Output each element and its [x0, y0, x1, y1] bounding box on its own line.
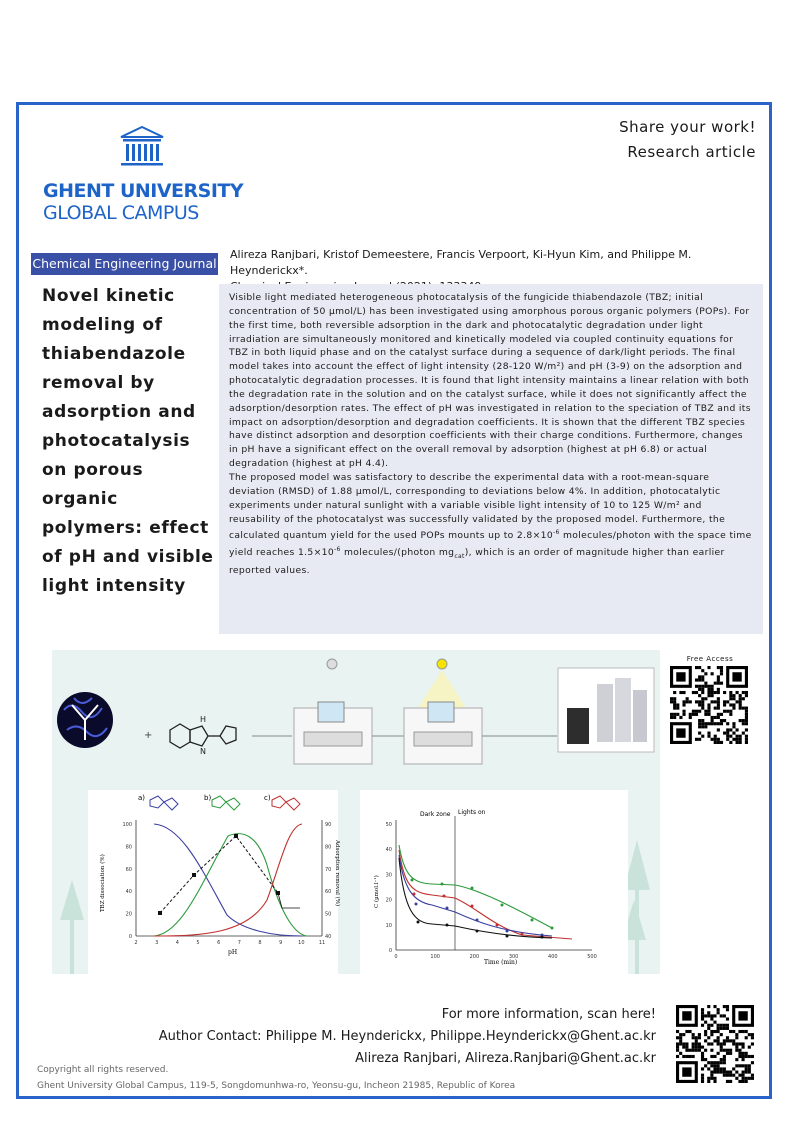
left-y2-tick: 80 — [325, 844, 332, 851]
author-names: Alireza Ranjbari, Kristof Demeestere, Francis Verpoort, Ki-Hyun Kim, and Philippe M. Heynderickx*. — [230, 248, 692, 277]
right-x-tick: 400 — [548, 954, 558, 960]
abstract-paragraph-1: Visible light mediated heterogeneous photocatalysis of the fungicide thiabendazole (TBZ; initial concentration of 50 µmol/L) has been investigated using amorphous porous organic polymers (POPs). For the first time, both reversible adsorption in the dark and photocatalytic degradation under light irradiation are simultaneously monitored and kinetically modeled via coupled continuity equations for TBZ in both liquid phase and on the catalyst surface during a sequence of dark/light periods. The final model takes into account the effect of light intensity (28-120 W/m²) and pH (3-9) on the adsorption and photocatalytic degradation processes. It is found that light intensity maintains a linear relation with both the degradation rate in the solution and on the catalyst surface, while it does not significantly affect the adsorption/desorption rates. The effect of pH was investigated in relation to the speciation of TBZ and its impact on adsorption/desorption and degradation coefficients. It is shown that the different TBZ species have distinct adsorption and desorption coefficients with their charge conditions. Furthermore, changes in pH have a significant effect on the overall removal by adsorption (highest at pH 6.8) or actual degradation (highest at pH 4.4). — [229, 292, 751, 470]
left-x-tick: 7 — [237, 940, 241, 946]
abstract-paragraph-2: The proposed model was satisfactory to describe the experimental data with a root-mean-square deviation (RMSD) of 1.88 µmol/L, corresponding to deviations below 4%. In addition, photocatalytic experiments under natural sunlight with a variable visible light intensity of 10 to 125 W/m² and reusability of the photocatalyst was successfully validated by the proposed model. Furthermore, the calculated quantum yield for the used POPs mounts up to $2.8\times 10^{-6}$ molecules/photon with the space time yield reaches $1.5\times 10^{-6}$ molecules/(photon $mg_{cat}$), which is an order of magnitude higher than earlier reported values. — [229, 471, 752, 576]
left-x-tick: 3 — [155, 940, 159, 946]
svg-text:H: H — [200, 715, 207, 724]
right-x-tick: 0 — [394, 954, 398, 960]
left-y-tick: 80 — [125, 844, 132, 851]
right-y-tick: 0 — [388, 948, 392, 954]
left-x-tick: 8 — [258, 940, 262, 946]
tbz-molecule-icon — [170, 724, 236, 748]
graphical-abstract — [52, 650, 660, 974]
article-title: Novel kinetic modeling of thiabendazole removal by adsorption and photocatalysis on porous organic polymers: effect of pH and visible light intensity — [42, 286, 214, 596]
panel-c-label: c) — [264, 794, 271, 802]
ph-speciation-chart — [88, 790, 341, 974]
left-x-tick: 5 — [196, 940, 200, 946]
university-logo-icon — [42, 125, 242, 175]
left-y2-tick: 50 — [325, 911, 332, 918]
right-y-axis-label: C (µmol.l⁻¹) — [374, 875, 380, 908]
right-x-tick: 100 — [430, 954, 440, 960]
left-x-axis-label: pH — [228, 949, 238, 956]
qr-free-access[interactable] — [670, 655, 750, 744]
share-text: Share your work! — [619, 118, 756, 136]
footer — [37, 1062, 515, 1094]
dark-zone-label: Dark zone — [420, 811, 451, 818]
kinetics-chart — [360, 790, 628, 974]
article-type: Research article — [627, 143, 756, 161]
left-y2-tick: 60 — [325, 889, 332, 896]
left-y-tick: 0 — [128, 934, 132, 940]
address: Ghent University Global Campus, 119-5, Songdomunhwa-ro, Yeonsu-gu, Incheon 21985, Republic of Korea — [37, 1081, 516, 1091]
left-y2-tick: 40 — [325, 934, 332, 940]
header-text — [619, 115, 756, 165]
right-x-tick: 300 — [508, 954, 519, 960]
abstract — [219, 284, 763, 634]
panel-a-label: a) — [138, 794, 146, 802]
left-x-tick: 10 — [298, 940, 305, 946]
right-x-tick: 200 — [469, 954, 480, 960]
graphical-abstract-svg — [52, 650, 660, 974]
qr-caption: Free Access — [686, 655, 734, 663]
journal-badge: Chemical Engineering Journal — [31, 253, 218, 275]
left-y-tick: 100 — [122, 822, 132, 828]
qr-code-icon — [670, 666, 748, 744]
stirrer-light-icon — [404, 659, 482, 764]
right-y-tick: 20 — [385, 897, 392, 904]
contact-block — [159, 1004, 656, 1070]
left-x-tick: 9 — [279, 940, 283, 946]
hplc-instrument-icon — [558, 668, 654, 752]
left-y-axis-label: TBZ dissociation (%) — [100, 854, 106, 912]
contact-line-1: For more information, scan here! — [441, 1007, 656, 1022]
left-y2-tick: 70 — [325, 866, 332, 873]
left-x-tick: 2 — [134, 940, 138, 946]
left-y-tick: 40 — [125, 889, 132, 896]
panel-b-label: b) — [204, 794, 212, 802]
contact-line-2: Author Contact: Philippe M. Heynderickx, Philippe.Heynderickx@Ghent.ac.kr — [158, 1029, 656, 1044]
left-y-tick: 60 — [125, 866, 132, 873]
right-x-axis-label: Time (min) — [484, 959, 518, 966]
svg-text:+: + — [144, 730, 153, 741]
svg-text:N: N — [200, 747, 206, 756]
right-y-tick: 30 — [385, 872, 392, 879]
qr-code-icon[interactable] — [676, 1005, 754, 1083]
lights-on-label: Lights on — [458, 809, 486, 816]
right-y-tick: 50 — [385, 822, 392, 828]
university-name-line2: GLOBAL CAMPUS — [43, 202, 199, 224]
left-x-tick: 4 — [175, 940, 179, 946]
left-x-tick: 6 — [217, 940, 221, 946]
left-x-tick: 11 — [318, 940, 326, 946]
left-y2-tick: 90 — [325, 822, 332, 828]
right-y-tick: 10 — [385, 922, 392, 929]
left-y-tick: 20 — [125, 911, 132, 918]
stirrer-dark-icon — [294, 659, 372, 764]
right-x-tick: 500 — [587, 954, 597, 960]
right-y-tick: 40 — [385, 847, 392, 854]
contact-line-3: Alireza Ranjbari, Alireza.Ranjbari@Ghent.ac.kr — [355, 1051, 656, 1066]
left-y2-axis-label: Adsorption removal (%) — [334, 840, 340, 907]
university-name-line1: GHENT UNIVERSITY — [43, 180, 244, 202]
polymer-structure-icon — [57, 692, 113, 748]
university-name — [43, 180, 243, 224]
copyright: Copyright all rights reserved. — [37, 1065, 169, 1075]
